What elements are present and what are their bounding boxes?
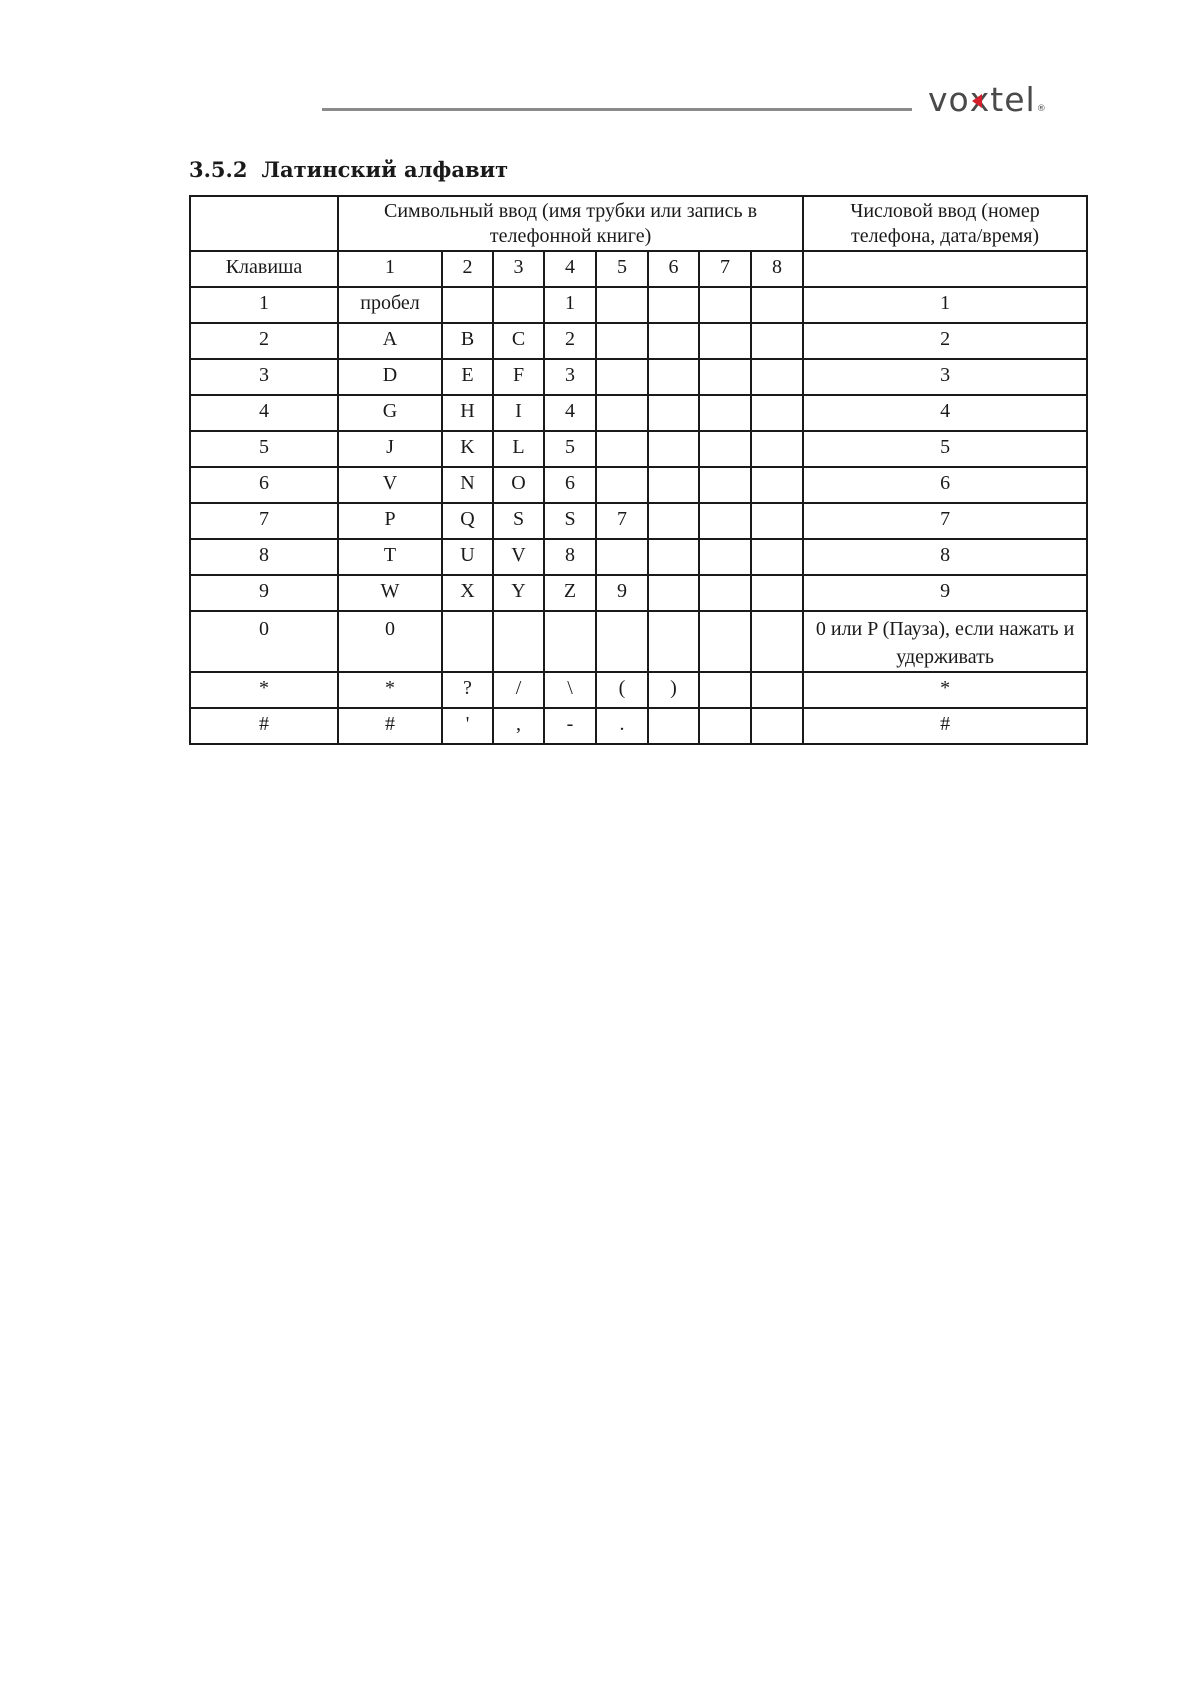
column-number-2: 2 <box>442 251 493 287</box>
key-cell: 1 <box>190 287 338 323</box>
table-row <box>190 539 1087 575</box>
char-cell: J <box>338 431 442 467</box>
char-cell: T <box>338 539 442 575</box>
latin-keymap-table <box>189 195 1088 745</box>
numeric-cell: 6 <box>803 467 1087 503</box>
char-cell: X <box>442 575 493 611</box>
char-cell <box>596 611 648 672</box>
table-row <box>190 575 1087 611</box>
char-cell <box>699 503 751 539</box>
symbolic-input-header: Символьный ввод (имя трубки или запись в телефонной книге) <box>338 196 803 251</box>
logo-text-x: x <box>969 80 991 119</box>
char-cell: * <box>338 672 442 708</box>
char-cell <box>699 467 751 503</box>
numeric-cell: * <box>803 672 1087 708</box>
table-row <box>190 287 1087 323</box>
char-cell: G <box>338 395 442 431</box>
char-cell <box>699 672 751 708</box>
char-cell: # <box>338 708 442 744</box>
char-cell <box>648 503 699 539</box>
char-cell <box>751 672 803 708</box>
char-cell: Q <box>442 503 493 539</box>
char-cell <box>493 611 544 672</box>
key-cell: 6 <box>190 467 338 503</box>
char-cell: F <box>493 359 544 395</box>
char-cell <box>751 467 803 503</box>
char-cell: K <box>442 431 493 467</box>
numeric-cell: 3 <box>803 359 1087 395</box>
key-cell: 2 <box>190 323 338 359</box>
column-number-8: 8 <box>751 251 803 287</box>
char-cell: 7 <box>596 503 648 539</box>
char-cell <box>442 611 493 672</box>
char-cell <box>751 431 803 467</box>
char-cell <box>493 287 544 323</box>
numeric-cell: 0 или P (Пауза), если нажать и удерживать <box>803 611 1087 672</box>
char-cell <box>648 359 699 395</box>
char-cell <box>751 395 803 431</box>
key-cell: 3 <box>190 359 338 395</box>
char-cell <box>648 431 699 467</box>
section-number: 3.5.2 <box>189 157 248 182</box>
char-cell <box>648 467 699 503</box>
char-cell: V <box>493 539 544 575</box>
char-cell: E <box>442 359 493 395</box>
key-cell: 7 <box>190 503 338 539</box>
table-header-row <box>190 196 1087 251</box>
column-number-5: 5 <box>596 251 648 287</box>
char-cell: L <box>493 431 544 467</box>
char-cell <box>751 359 803 395</box>
table-row <box>190 708 1087 744</box>
char-cell <box>596 323 648 359</box>
char-cell <box>751 575 803 611</box>
table-row <box>190 395 1087 431</box>
char-cell <box>596 539 648 575</box>
numeric-cell: # <box>803 708 1087 744</box>
char-cell <box>699 539 751 575</box>
char-cell <box>751 287 803 323</box>
char-cell <box>648 708 699 744</box>
logo-x-mark <box>970 80 991 119</box>
char-cell: H <box>442 395 493 431</box>
char-cell: B <box>442 323 493 359</box>
char-cell: V <box>338 467 442 503</box>
char-cell <box>699 287 751 323</box>
key-cell: * <box>190 672 338 708</box>
column-number-row <box>190 251 1087 287</box>
char-cell <box>699 575 751 611</box>
char-cell: ) <box>648 672 699 708</box>
char-cell: 1 <box>544 287 596 323</box>
char-cell: , <box>493 708 544 744</box>
numeric-cell: 7 <box>803 503 1087 539</box>
key-column-header: Клавиша <box>190 251 338 287</box>
logo-accent-icon <box>972 94 982 108</box>
char-cell <box>648 611 699 672</box>
char-cell: . <box>596 708 648 744</box>
numeric-cell: 8 <box>803 539 1087 575</box>
char-cell: S <box>493 503 544 539</box>
char-cell <box>699 431 751 467</box>
numeric-cell: 1 <box>803 287 1087 323</box>
char-cell: S <box>544 503 596 539</box>
char-cell: P <box>338 503 442 539</box>
column-number-6: 6 <box>648 251 699 287</box>
char-cell: 3 <box>544 359 596 395</box>
char-cell: 4 <box>544 395 596 431</box>
numeric-column-subheader <box>803 251 1087 287</box>
char-cell: 8 <box>544 539 596 575</box>
char-cell: C <box>493 323 544 359</box>
char-cell <box>544 611 596 672</box>
char-cell <box>699 359 751 395</box>
char-cell <box>648 287 699 323</box>
char-cell <box>648 539 699 575</box>
char-cell <box>648 575 699 611</box>
char-cell: 9 <box>596 575 648 611</box>
char-cell: 0 <box>338 611 442 672</box>
numeric-cell: 9 <box>803 575 1087 611</box>
char-cell: \ <box>544 672 596 708</box>
char-cell <box>751 539 803 575</box>
column-number-7: 7 <box>699 251 751 287</box>
logo-text-start: vo <box>928 80 970 119</box>
char-cell: A <box>338 323 442 359</box>
char-cell <box>596 395 648 431</box>
char-cell: N <box>442 467 493 503</box>
table-row <box>190 323 1087 359</box>
table-row <box>190 359 1087 395</box>
char-cell: 6 <box>544 467 596 503</box>
char-cell: ' <box>442 708 493 744</box>
table-row <box>190 503 1087 539</box>
char-cell <box>648 323 699 359</box>
numeric-cell: 5 <box>803 431 1087 467</box>
char-cell: Z <box>544 575 596 611</box>
table-row <box>190 672 1087 708</box>
char-cell: I <box>493 395 544 431</box>
char-cell <box>596 287 648 323</box>
char-cell: - <box>544 708 596 744</box>
char-cell <box>596 431 648 467</box>
key-cell: 4 <box>190 395 338 431</box>
header-rule <box>322 108 912 111</box>
char-cell <box>699 395 751 431</box>
registered-mark: ® <box>1036 104 1047 114</box>
table-body <box>190 196 1087 744</box>
char-cell <box>699 611 751 672</box>
table-row <box>190 431 1087 467</box>
column-number-4: 4 <box>544 251 596 287</box>
char-cell <box>596 467 648 503</box>
char-cell: 5 <box>544 431 596 467</box>
table-row <box>190 611 1087 672</box>
numeric-cell: 2 <box>803 323 1087 359</box>
key-cell: 9 <box>190 575 338 611</box>
char-cell <box>751 611 803 672</box>
char-cell: O <box>493 467 544 503</box>
char-cell: пробел <box>338 287 442 323</box>
char-cell: 2 <box>544 323 596 359</box>
column-number-3: 3 <box>493 251 544 287</box>
char-cell: Y <box>493 575 544 611</box>
char-cell <box>442 287 493 323</box>
key-cell: 8 <box>190 539 338 575</box>
char-cell: U <box>442 539 493 575</box>
char-cell <box>648 395 699 431</box>
char-cell <box>699 708 751 744</box>
numeric-cell: 4 <box>803 395 1087 431</box>
char-cell <box>596 359 648 395</box>
key-cell: 0 <box>190 611 338 672</box>
key-cell: 5 <box>190 431 338 467</box>
table-row <box>190 467 1087 503</box>
column-number-1: 1 <box>338 251 442 287</box>
char-cell: ? <box>442 672 493 708</box>
key-cell: # <box>190 708 338 744</box>
char-cell <box>751 503 803 539</box>
char-cell: / <box>493 672 544 708</box>
numeric-input-header: Числовой ввод (номер телефона, дата/время) <box>803 196 1087 251</box>
char-cell: D <box>338 359 442 395</box>
logo-text-end: tel <box>990 80 1036 119</box>
char-cell <box>699 323 751 359</box>
section-title <box>189 157 508 182</box>
char-cell: ( <box>596 672 648 708</box>
header-empty-cell <box>190 196 338 251</box>
voxtel-logo <box>928 80 1047 120</box>
section-title-text: Латинский алфавит <box>261 157 509 182</box>
char-cell <box>751 708 803 744</box>
char-cell <box>751 323 803 359</box>
char-cell: W <box>338 575 442 611</box>
